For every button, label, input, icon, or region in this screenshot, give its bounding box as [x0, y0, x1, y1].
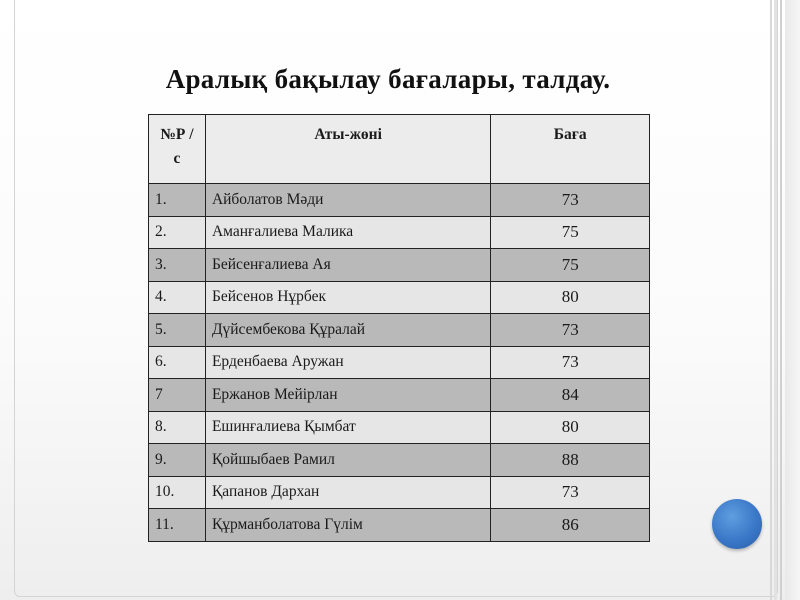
student-grade: 75: [491, 249, 650, 282]
header-number: №Р /с: [149, 115, 206, 184]
decorative-circle: [712, 499, 762, 549]
table-row: [149, 281, 650, 314]
row-number: 10.: [149, 476, 206, 509]
row-number: 11.: [149, 509, 206, 542]
header-name: Аты-жөні: [205, 115, 490, 184]
student-name: Ерденбаева Аружан: [205, 346, 490, 379]
slide-title: Аралық бақылау бағалары, талдау.: [165, 64, 611, 94]
student-name: Бейсенов Нұрбек: [205, 281, 490, 314]
row-number: 1.: [149, 184, 206, 217]
student-grade: 73: [491, 476, 650, 509]
student-name: Құрманболатова Гүлім: [205, 509, 490, 542]
table-header-row: [149, 115, 650, 184]
student-grade: 73: [491, 314, 650, 347]
table-row: [149, 346, 650, 379]
student-name: Аманғалиева Малика: [205, 216, 490, 249]
student-name: Ержанов Мейірлан: [205, 379, 490, 412]
row-number: 7: [149, 379, 206, 412]
header-grade: Баға: [491, 115, 650, 184]
student-grade: 84: [491, 379, 650, 412]
student-grade: 73: [491, 346, 650, 379]
student-grade: 86: [491, 509, 650, 542]
table-row: [149, 216, 650, 249]
row-number: 6.: [149, 346, 206, 379]
row-number: 9.: [149, 444, 206, 477]
table-row: [149, 249, 650, 282]
row-number: 5.: [149, 314, 206, 347]
table-row: [149, 509, 650, 542]
student-grade: 80: [491, 411, 650, 444]
student-grade: 75: [491, 216, 650, 249]
student-name: Қапанов Дархан: [205, 476, 490, 509]
table-body: [149, 184, 650, 542]
decorative-stripe: [780, 0, 782, 600]
decorative-stripe: [785, 0, 800, 600]
student-name: Дүйсембекова Құралай: [205, 314, 490, 347]
table-row: [149, 444, 650, 477]
table-row: [149, 411, 650, 444]
student-grade: 88: [491, 444, 650, 477]
student-name: Айболатов Мәди: [205, 184, 490, 217]
table-row: [149, 314, 650, 347]
row-number: 3.: [149, 249, 206, 282]
row-number: 8.: [149, 411, 206, 444]
table-row: [149, 379, 650, 412]
row-number: 4.: [149, 281, 206, 314]
grades-table: [148, 114, 650, 542]
table-row: [149, 476, 650, 509]
student-grade: 73: [491, 184, 650, 217]
student-name: Бейсенғалиева Ая: [205, 249, 490, 282]
student-name: Ешинғалиева Қымбат: [205, 411, 490, 444]
student-name: Қойшыбаев Рамил: [205, 444, 490, 477]
row-number: 2.: [149, 216, 206, 249]
student-grade: 80: [491, 281, 650, 314]
table-row: [149, 184, 650, 217]
